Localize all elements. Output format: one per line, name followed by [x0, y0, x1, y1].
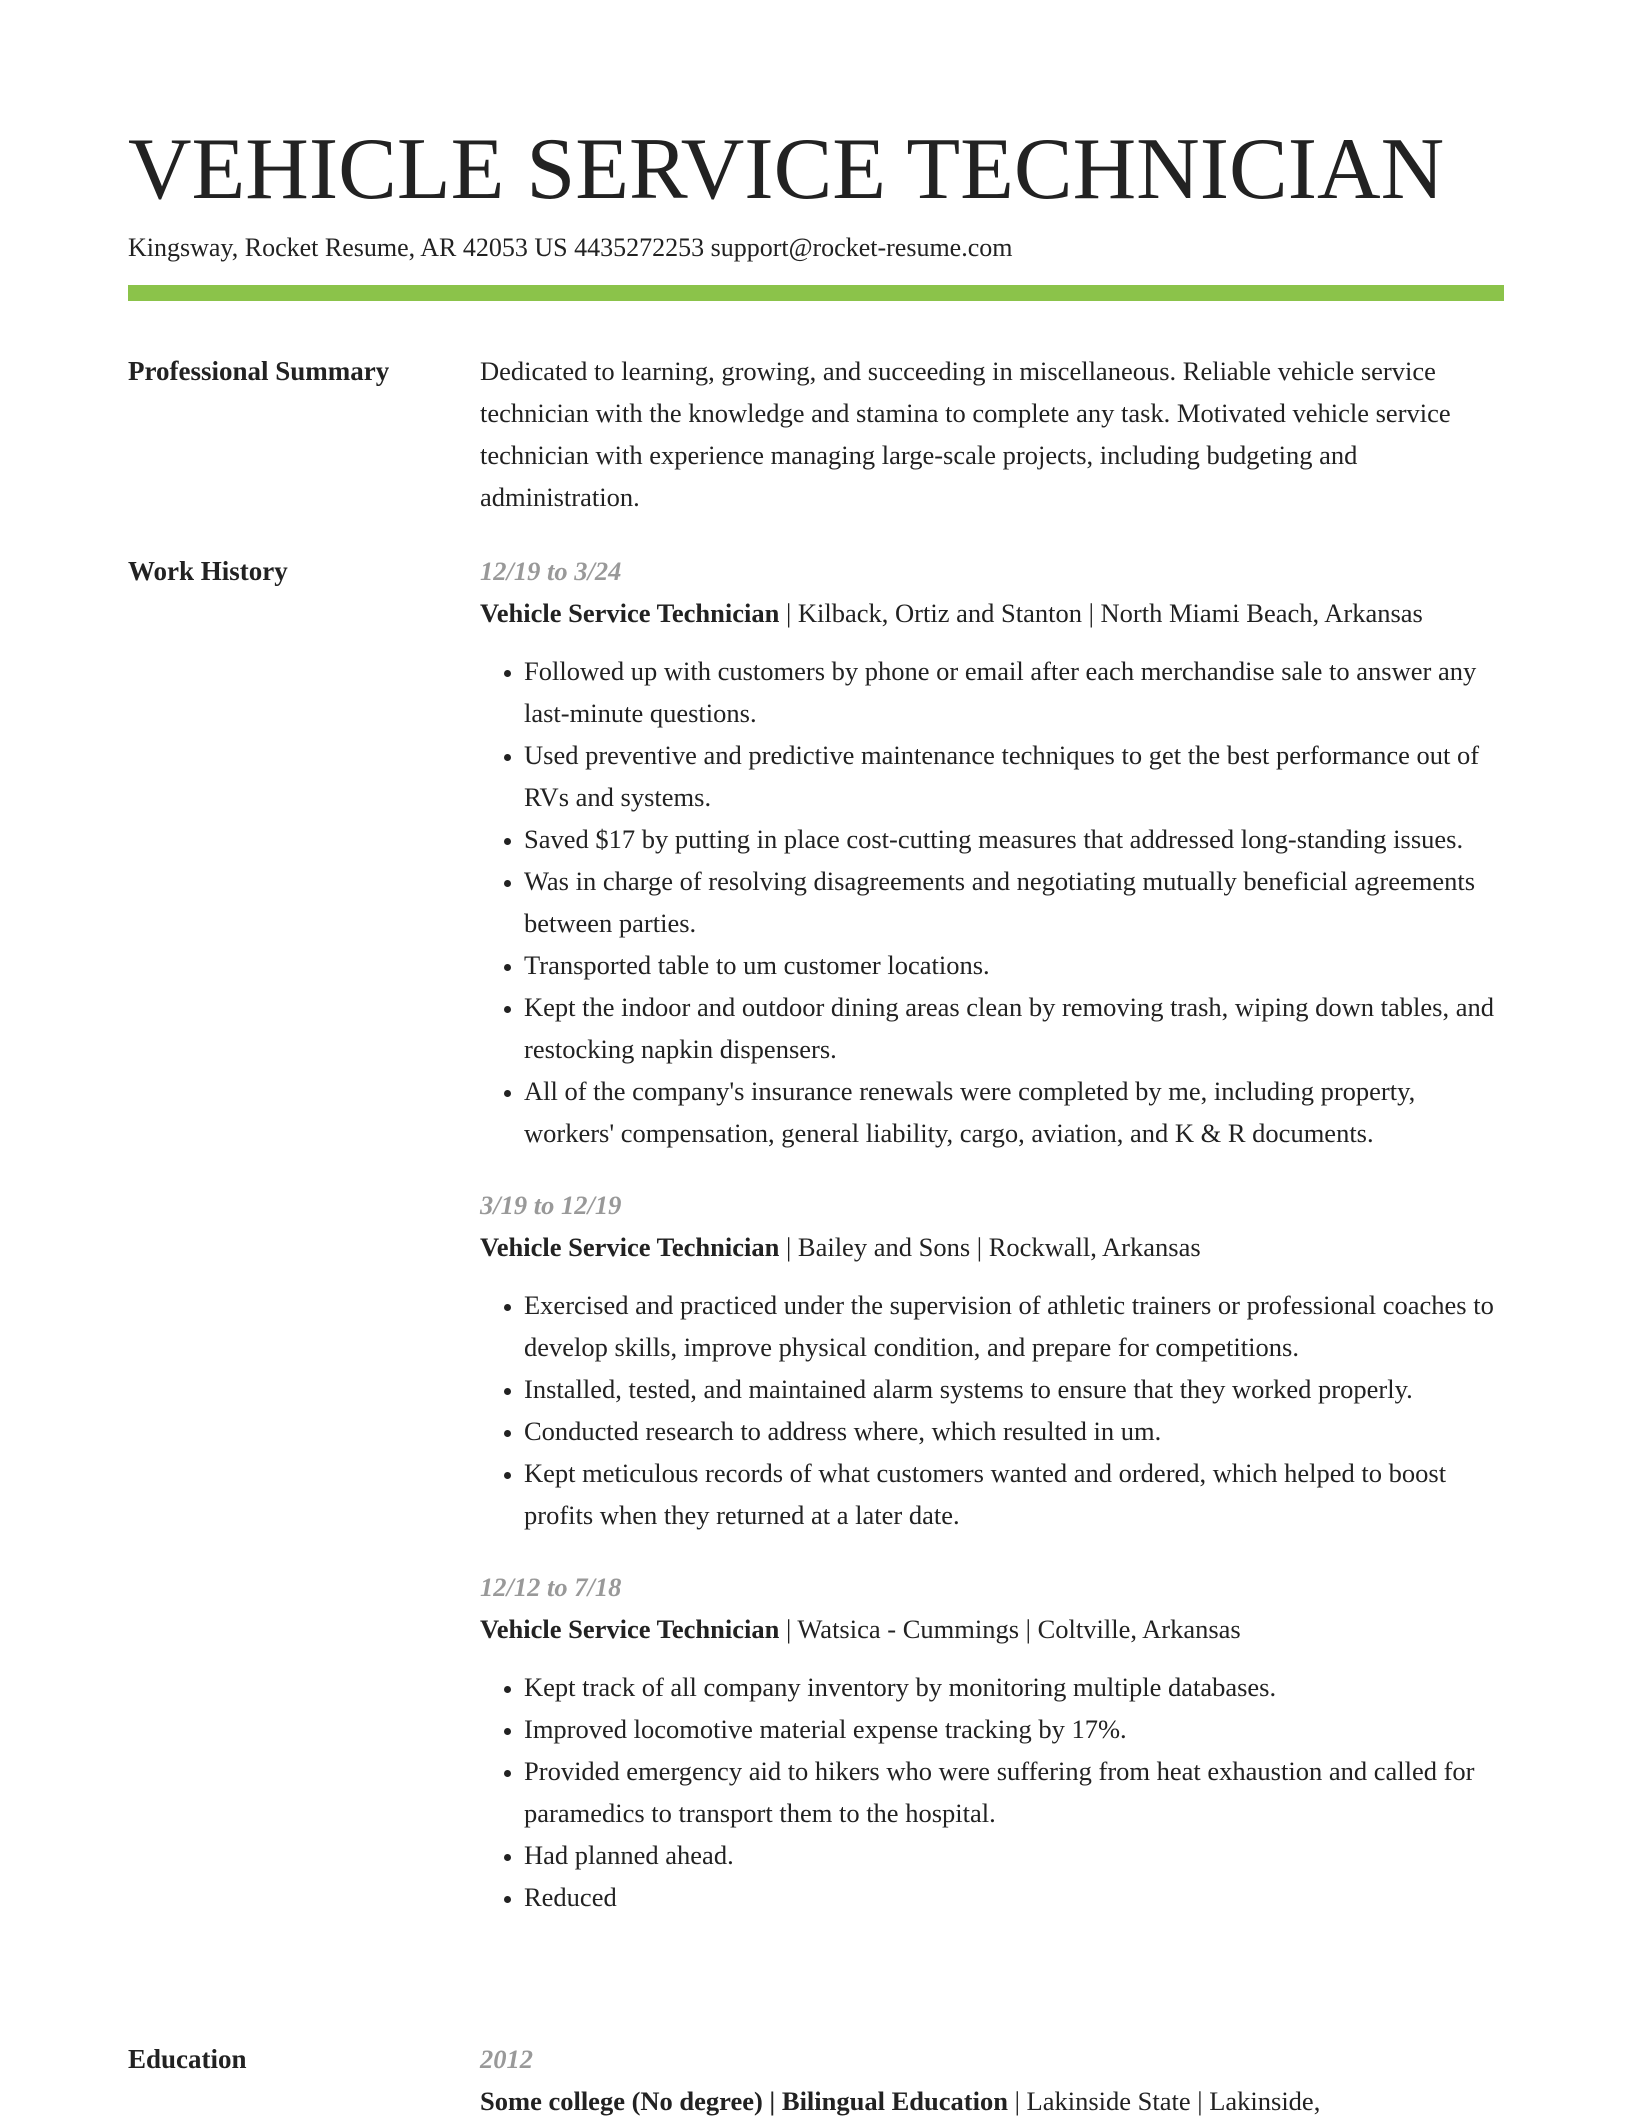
job-role: Vehicle Service Technician: [480, 1614, 780, 1644]
job-heading: [480, 592, 1504, 634]
list-item: • Provided emergency aid to hikers who were suffering from heat exhaustion and called for paramedics to transport them to the hospital.: [524, 1750, 1504, 1834]
contact-line: Kingsway, Rocket Resume, AR 42053 US 4435272253 support@rocket-resume.com: [128, 233, 1013, 262]
list-item: • All of the company's insurance renewals were completed by me, including property, workers' compensation, general liability, cargo, aviation, and K & R documents.: [524, 1070, 1504, 1154]
job-role: Vehicle Service Technician: [480, 1232, 780, 1262]
job-entry: [480, 1184, 1504, 1536]
list-item: • Had planned ahead.: [524, 1834, 1504, 1876]
header-divider: [128, 285, 1504, 301]
job-employer: | Kilback, Ortiz and Stanton | North Miami Beach, Arkansas: [779, 598, 1423, 628]
list-item: • Improved locomotive material expense tracking by 17%.: [524, 1708, 1504, 1750]
list-item: • Conducted research to address where, which resulted in um.: [524, 1410, 1504, 1452]
education-year: 2012: [480, 2044, 533, 2074]
job-heading: [480, 1608, 1504, 1650]
job-role: Vehicle Service Technician: [480, 598, 780, 628]
resume-title: VEHICLE SERVICE TECHNICIAN: [128, 121, 1445, 218]
job-dates: 3/19 to 12/19: [480, 1190, 622, 1220]
job-employer: | Watsica - Cummings | Coltville, Arkansas: [779, 1614, 1241, 1644]
job-bullets: [480, 1284, 1504, 1536]
list-item: • Saved $17 by putting in place cost-cutting measures that addressed long-standing issues.: [524, 818, 1504, 860]
job-dates: 12/19 to 3/24: [480, 556, 622, 586]
job-bullets: [480, 650, 1504, 1154]
education-degree: Some college (No degree) | Bilingual Education: [480, 2086, 1008, 2116]
list-item: • Transported table to um customer locations.: [524, 944, 1504, 986]
work-history-heading: Work History: [128, 556, 288, 586]
list-item: • Kept the indoor and outdoor dining areas clean by removing trash, wiping down tables, and restocking napkin dispensers.: [524, 986, 1504, 1070]
summary-heading: Professional Summary: [128, 356, 390, 386]
job-bullets: [480, 1666, 1504, 1918]
job-entry: [480, 550, 1504, 1154]
list-item: • Reduced: [524, 1876, 1504, 1918]
list-item: • Followed up with customers by phone or email after each merchandise sale to answer any last-minute questions.: [524, 650, 1504, 734]
education-line: [480, 2080, 1504, 2122]
summary-text: Dedicated to learning, growing, and succeeding in miscellaneous. Reliable vehicle service technician with the knowledge and stamina to complete any task. Motivated vehicle service technician with experience managing large-scale projects, including budgeting and administration.: [480, 356, 1451, 512]
list-item: • Kept track of all company inventory by monitoring multiple databases.: [524, 1666, 1504, 1708]
list-item: • Installed, tested, and maintained alarm systems to ensure that they worked properly.: [524, 1368, 1504, 1410]
list-item: • Exercised and practiced under the supervision of athletic trainers or professional coaches to develop skills, improve physical condition, and prepare for competitions.: [524, 1284, 1504, 1368]
job-entry: [480, 1566, 1504, 1918]
education-school: | Lakinside State | Lakinside,: [1007, 2086, 1321, 2116]
job-heading: [480, 1226, 1504, 1268]
job-dates: 12/12 to 7/18: [480, 1572, 622, 1602]
list-item: • Used preventive and predictive maintenance techniques to get the best performance out of RVs and systems.: [524, 734, 1504, 818]
job-list: [480, 550, 1504, 1948]
list-item: • Was in charge of resolving disagreements and negotiating mutually beneficial agreements between parties.: [524, 860, 1504, 944]
list-item: • Kept meticulous records of what customers wanted and ordered, which helped to boost profits when they returned at a later date.: [524, 1452, 1504, 1536]
education-heading: Education: [128, 2044, 247, 2074]
job-employer: | Bailey and Sons | Rockwall, Arkansas: [779, 1232, 1201, 1262]
